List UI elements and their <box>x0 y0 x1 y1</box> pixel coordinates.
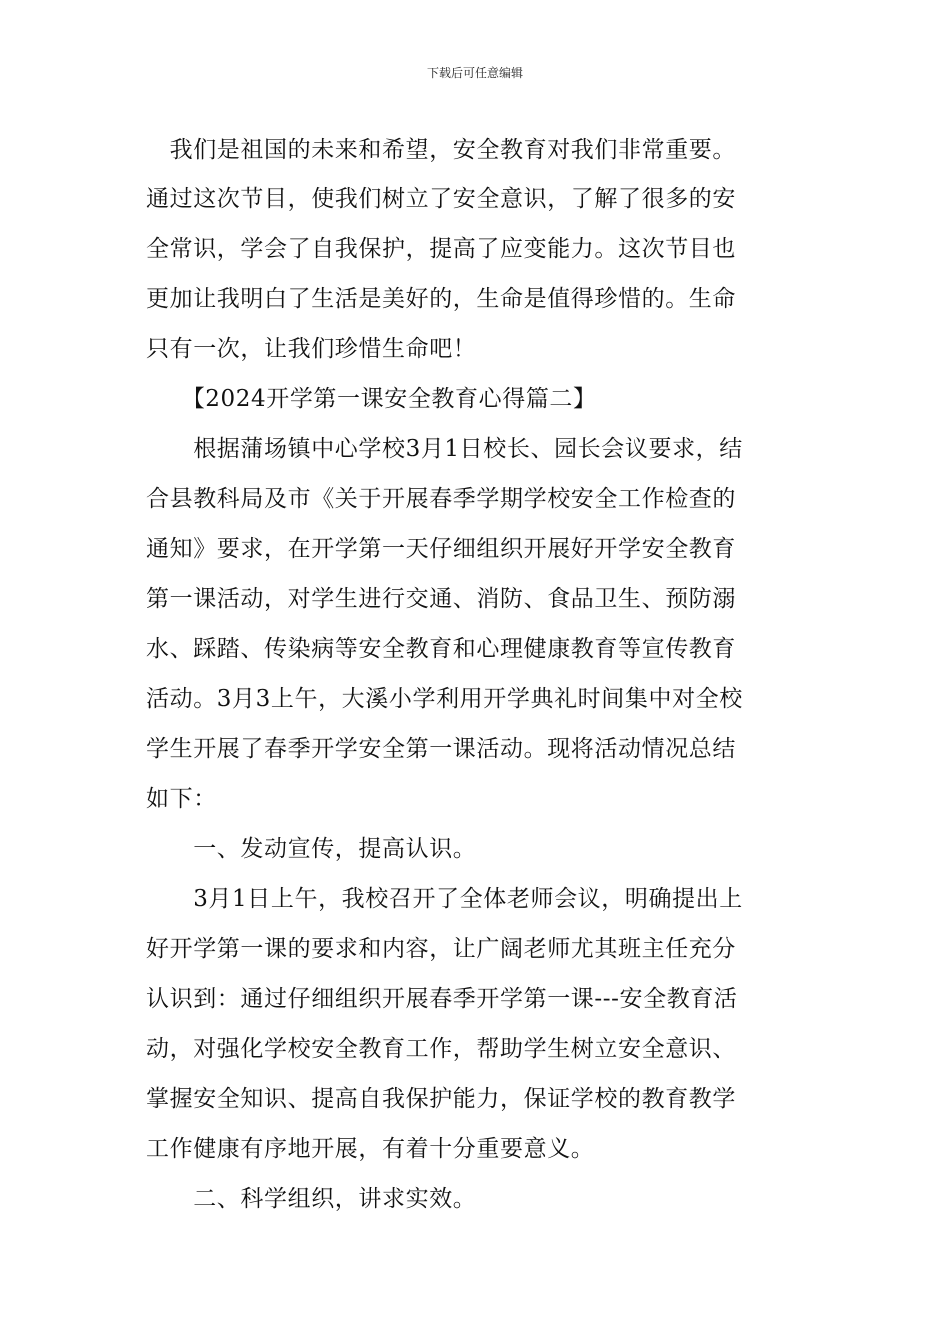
subsection-heading: 一、发动宣传，提高认识。 <box>146 836 477 862</box>
text-line: 合县教科局及市《关于开展春季学期学校安全工作检查的 <box>146 486 736 512</box>
text-line: 好开学第一课的要求和内容，让广阔老师尤其班主任充分 <box>146 936 736 962</box>
text-line: 全常识，学会了自我保护，提高了应变能力。这次节目也 <box>146 236 736 262</box>
text-line: 通过这次节目，使我们树立了安全意识，了解了很多的安 <box>146 186 736 212</box>
text-line: 3月1日上午，我校召开了全体老师会议，明确提出上 <box>146 886 743 912</box>
text-line: 我们是祖国的未来和希望，安全教育对我们非常重要。 <box>146 137 736 163</box>
text-line: 更加让我明白了生活是美好的，生命是值得珍惜的。生命 <box>146 286 736 312</box>
page-header-note: 下载后可任意编辑 <box>426 66 523 80</box>
text-line: 工作健康有序地开展，有着十分重要意义。 <box>146 1136 595 1162</box>
text-line: 掌握安全知识、提高自我保护能力，保证学校的教育教学 <box>146 1086 736 1112</box>
text-line: 活动。3月3上午，大溪小学利用开学典礼时间集中对全校 <box>146 686 743 712</box>
section-heading: 【2024开学第一课安全教育心得篇二】 <box>146 386 597 412</box>
text-line: 第一课活动，对学生进行交通、消防、食品卫生、预防溺 <box>146 586 736 612</box>
text-line: 动，对强化学校安全教育工作，帮助学生树立安全意识、 <box>146 1036 736 1062</box>
subsection-heading: 二、科学组织，讲求实效。 <box>146 1186 477 1212</box>
text-line: 只有一次，让我们珍惜生命吧！ <box>146 336 477 362</box>
text-line: 学生开展了春季开学安全第一课活动。现将活动情况总结 <box>146 736 736 762</box>
text-line: 根据蒲场镇中心学校3月1日校长、园长会议要求，结 <box>146 436 743 462</box>
text-line: 水、踩踏、传染病等安全教育和心理健康教育等宣传教育 <box>146 636 736 662</box>
text-line: 如下： <box>146 786 217 812</box>
text-line: 通知》要求，在开学第一天仔细组织开展好开学安全教育 <box>146 536 736 562</box>
text-line: 认识到：通过仔细组织开展春季开学第一课---安全教育活 <box>146 986 738 1012</box>
